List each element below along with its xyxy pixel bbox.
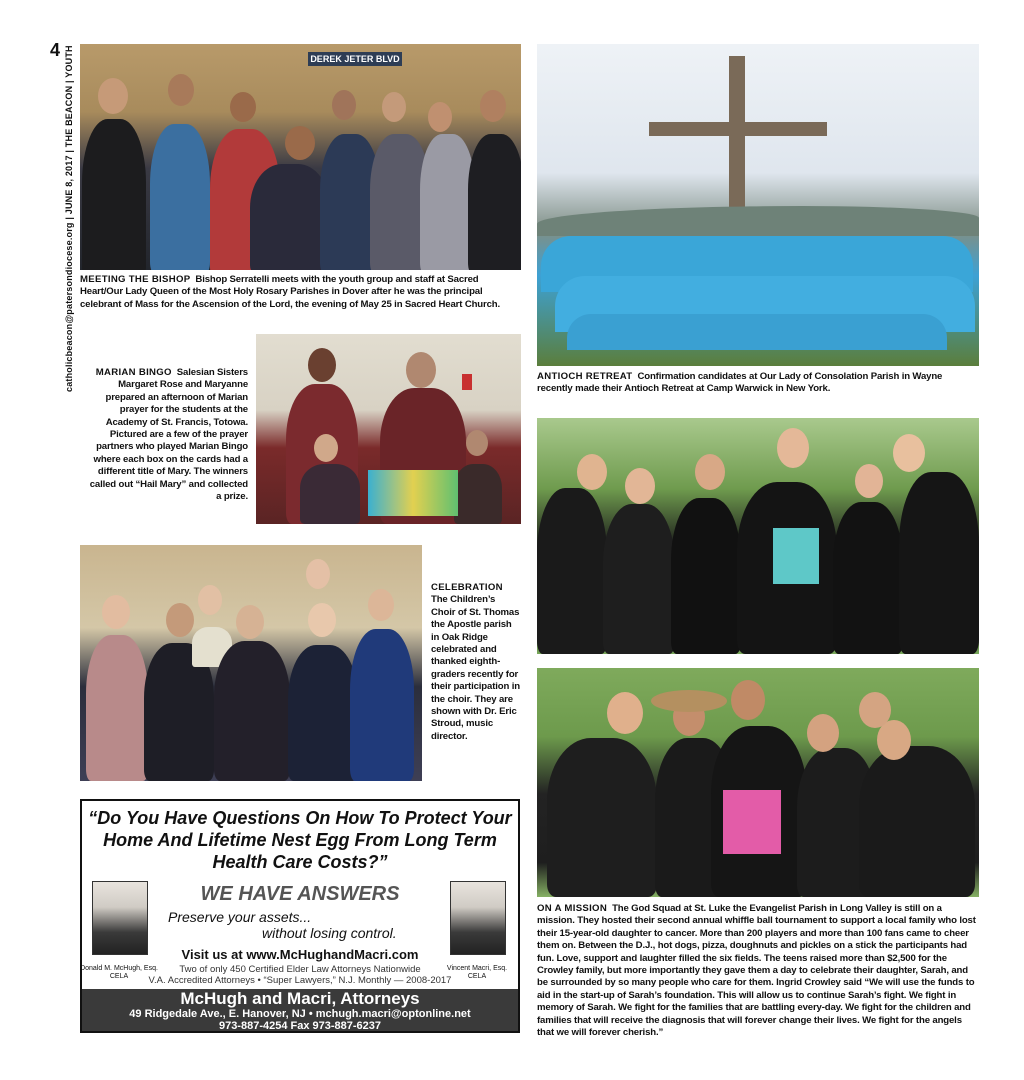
ad-cert-line2: V.A. Accredited Attorneys • “Super Lawyers,” N.J. Monthly — 2008-2017 <box>148 975 452 986</box>
celebration-caption <box>431 582 521 743</box>
gift-bag <box>773 528 819 584</box>
ad-phone: 973-887-4254 Fax 973-887-6237 <box>218 1020 382 1032</box>
bingo-photo <box>256 334 521 524</box>
street-sign: DEREK JETER BLVD <box>308 52 402 66</box>
ad-footer <box>82 989 518 1031</box>
ad-firm-name: McHugh and Macri, Attorneys <box>180 989 420 1008</box>
ad-cert-line1: Two of only 450 Certified Elder Law Attorneys Nationwide <box>179 964 421 975</box>
mission-caption <box>537 903 979 1039</box>
retreat-text: Confirmation candidates at Our Lady of Consolation Parish in Wayne recently made their Antioch Retreat at Camp Warwick in New York. <box>537 371 943 395</box>
mchugh-name: Donald M. McHugh, Esq. CELA <box>80 965 158 980</box>
winner-photo <box>537 418 979 654</box>
law-firm-ad <box>80 799 520 1033</box>
bingo-kicker: MARIAN BINGO <box>95 367 172 378</box>
choir-photo <box>80 545 422 781</box>
bishop-text: Bishop Serratelli meets with the youth group and staff at Sacred Heart/Our Lady Queen of the Most Holy Rosary Parishes in Dover after he was the principal celebrant of Mass for the Ascension of the Lord, the evening of May 25 in Sacred Heart Church. <box>80 274 501 310</box>
celebration-kicker: CELEBRATION <box>431 582 503 593</box>
pink-bag <box>723 790 781 854</box>
bishop-photo <box>80 44 521 270</box>
macri-portrait <box>450 881 506 955</box>
macri-name: Vincent Macri, Esq. CELA <box>446 965 508 980</box>
bishop-kicker: MEETING THE BISHOP <box>80 274 191 285</box>
retreat-caption <box>537 371 979 396</box>
ad-answers: WE HAVE ANSWERS <box>200 883 400 905</box>
bingo-caption <box>88 367 248 503</box>
bishop-caption <box>80 274 522 311</box>
ad-preserve: Preserve your assets... <box>168 909 312 925</box>
mission-photo <box>537 668 979 897</box>
ad-address: 49 Ridgedale Ave., E. Hanover, NJ • mchugh.macri@optonline.net <box>129 1008 471 1020</box>
ad-headline: “Do You Have Questions On How To Protect Your Home And Lifetime Nest Egg From Long Term Health Care Costs?” <box>88 808 512 872</box>
retreat-kicker: ANTIOCH RETREAT <box>537 371 633 382</box>
mission-kicker: ON A MISSION <box>537 903 608 914</box>
mission-text: The God Squad at St. Luke the Evangelist Parish in Long Valley is still on a mission. They hosted their second annual whiffle ball tournament to support a local family who lost their 15-year-old daughter to cancer. More than 200 players and more than 100 fans came to cheer them on. Between the D.J., hot dogs, pizza, doughnuts and pickles on a stick the participants had fun. Love, support and laughter filled the six fields. The teens raised more than $2,500 for the Crowley family, but more importantly they gave them a day to celebrate their daughter, Sarah, and be surrounded by so many people who care for them. Ingrid Crowley said “We will use the funds to aid in the start-up of Sarah’s foundation. This will allow us to continue Sarah’s fight. We fight in memory of Sarah. We fight for the families that are battling every-day. We fight for the children and families that will receive the diagnosis that will forever change their lives. We fight for the angels that we will forever cherish.” <box>537 903 976 1039</box>
celebration-text: The Children’s Choir of St. Thomas the Apostle parish in Oak Ridge celebrated and thanked eighth-graders recently for their participation in the choir. They are shown with Dr. Eric Stroud, music director. <box>431 594 520 742</box>
mchugh-portrait <box>92 881 148 955</box>
retreat-photo <box>537 44 979 366</box>
bingo-text: Salesian Sisters Margaret Rose and Maryanne prepared an afternoon of Marian prayer for the students at the Academy of St. Francis, Totowa. Pictured are a few of the prayer partners who played Marian Bingo where each box on the cards had a different title of Mary. The winners called out “Hail Mary” and collected a prize. <box>89 367 248 503</box>
page-spine: catholicbeacon@patersondiocese.org | JUNE 8, 2017 | THE BEACON | YOUTH <box>64 45 74 392</box>
page-number: 4 <box>50 40 61 60</box>
ad-website[interactable]: Visit us at www.McHughandMacri.com <box>181 947 419 962</box>
ad-without: without losing control. <box>262 925 397 941</box>
